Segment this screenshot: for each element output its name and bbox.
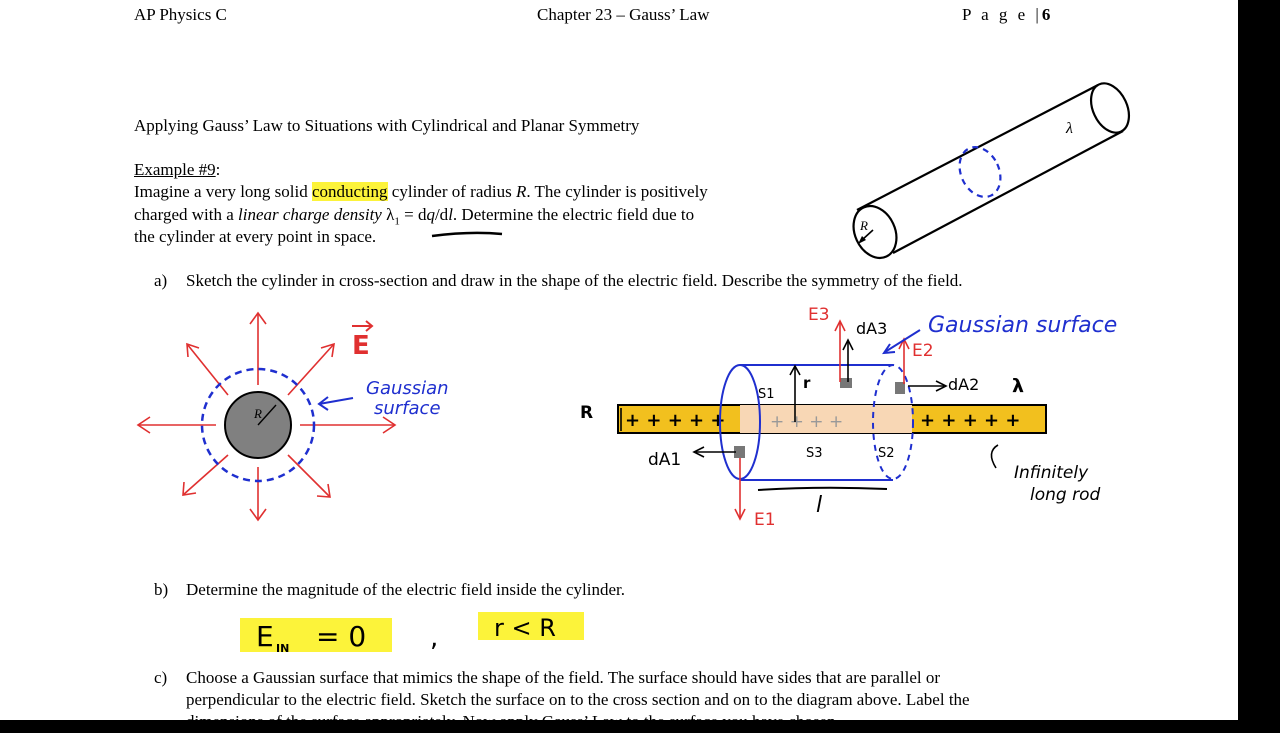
cylinder-lambda: λ [1066, 120, 1073, 137]
e2-label: E2 [912, 341, 934, 361]
example-line-3: the cylinder at every point in space. [134, 227, 377, 246]
r-label: r [803, 374, 811, 392]
answer-b [240, 612, 584, 655]
formula-underline [432, 233, 502, 236]
question-b-label: b) [154, 580, 169, 599]
question-c-line3: dimensions of the surface appropriately. Now apply Gauss’ Law to the surface you have chosen. [186, 712, 840, 731]
header-chapter: Chapter 23 – Gauss’ Law [537, 5, 710, 24]
length-label: l [816, 493, 823, 518]
page-number: 6 [1041, 5, 1051, 24]
line2-pre: charged with a [134, 205, 239, 224]
da3-label: dA3 [856, 319, 888, 338]
inside-charges: + + + + [770, 412, 844, 432]
R-label: R [580, 403, 594, 423]
e1-label: E1 [754, 510, 776, 530]
cylinder-3d [845, 77, 1136, 265]
infinitely-label: Infinitely [1014, 463, 1089, 483]
gauss-label-line1: Gaussian [366, 378, 449, 399]
e3-label: E3 [808, 305, 830, 325]
answer-comma: , [430, 623, 439, 653]
da2-label: dA2 [948, 375, 980, 394]
page-label: P a g e | [962, 5, 1042, 24]
linear-charge-density: linear charge density [238, 205, 382, 224]
gaussian-surface-label: Gaussian surface [928, 313, 1118, 338]
question-c-line1: Choose a Gaussian surface that mimics the shape of the field. The surface should have sides that are parallel or [186, 668, 941, 687]
highlight-conducting: conducting [312, 182, 388, 201]
l-symbol: l [448, 205, 453, 224]
cylinder-radius: R [860, 218, 868, 233]
long-rod-label: long rod [1030, 485, 1101, 505]
question-c-line2: perpendicular to the electric field. Sketch the surface on to the cross section and on to the diagram above. Label the [186, 690, 970, 709]
s2-label: S2 [878, 446, 895, 461]
lambda-sub: 1 [394, 215, 400, 228]
window-edge [1238, 0, 1280, 720]
section-title: Applying Gauss’ Law to Situations with Cylindrical and Planar Symmetry [134, 116, 640, 135]
header-course: AP Physics C [134, 5, 227, 24]
line2-eq: = d [399, 205, 427, 224]
da1-label: dA1 [648, 450, 682, 470]
q-symbol: q [426, 205, 435, 224]
s3-label: S3 [806, 446, 823, 461]
example-label: Example #9 [134, 160, 216, 179]
e-in-symbol: E [256, 620, 274, 653]
gauss-label-line2: surface [374, 398, 441, 419]
question-b-text: Determine the magnitude of the electric field inside the cylinder. [186, 580, 626, 599]
question-c-label: c) [154, 668, 168, 687]
question-a-label: a) [154, 271, 168, 290]
line2-post: . Determine the electric field due to [452, 205, 695, 224]
rod-diagram [580, 305, 1117, 530]
field-label: E [352, 331, 370, 361]
example-colon: : [215, 160, 221, 179]
radius-symbol: R [515, 182, 527, 201]
e-in-sub: IN [276, 642, 290, 655]
cross-radius: R [254, 406, 262, 421]
rod-lambda: λ [1012, 375, 1025, 397]
line1-end: . The cylinder is positively [526, 182, 708, 201]
e-in-value: = 0 [316, 620, 367, 653]
rod-charges-left: + + + + + [625, 410, 726, 431]
rod-charges-right: + + + + + [920, 410, 1021, 431]
s1-label: S1 [758, 387, 775, 402]
line1-post: cylinder of radius [387, 182, 516, 201]
answer-condition: r < R [494, 614, 556, 642]
question-a-text: Sketch the cylinder in cross-section and draw in the shape of the electric field. Describe the symmetry of the field. [186, 271, 963, 290]
lambda-symbol: λ [381, 205, 395, 224]
cross-section [138, 313, 449, 520]
slash-d: /d [434, 205, 449, 224]
line1-pre: Imagine a very long solid [134, 182, 312, 201]
